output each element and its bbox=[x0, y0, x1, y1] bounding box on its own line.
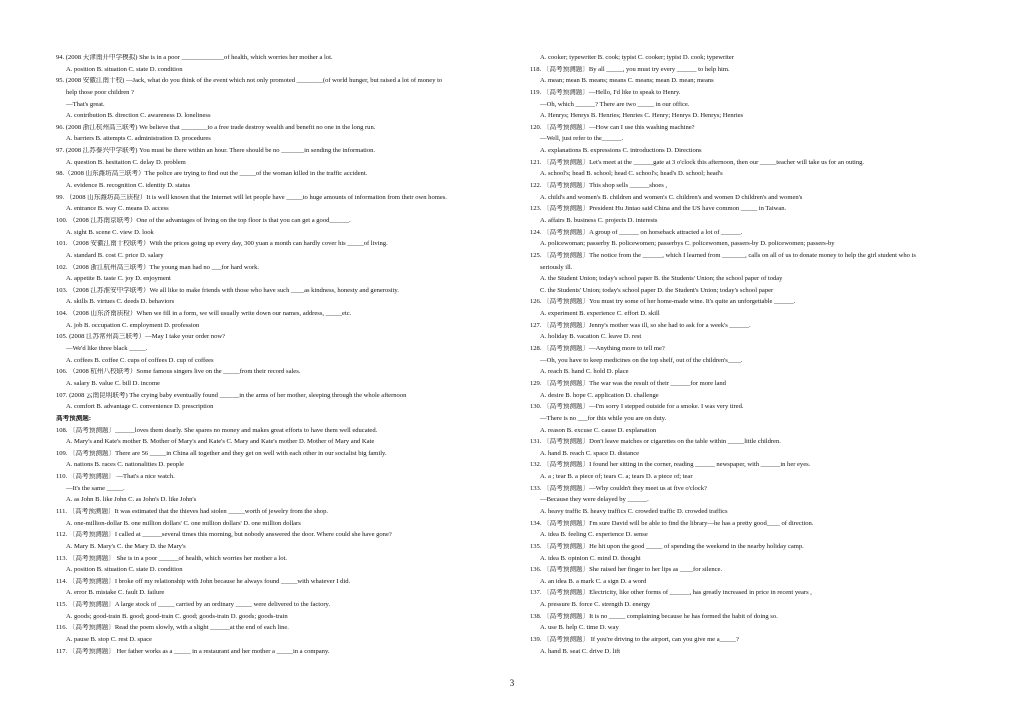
page-number: 3 bbox=[509, 678, 515, 688]
answer-options: A. explanations B. expressions C. introductions D. Directions bbox=[540, 147, 702, 155]
question-line: 99. （2008 山东潍坊高三质检）It is well known that the Internet will let people have _____to huge amounts of information from their own homes. bbox=[56, 193, 447, 201]
answer-options: A. error B. mistake C. fault D. failure bbox=[66, 589, 165, 597]
answer-options: A. Mary's and Kate's mother B. Mother of Mary's and Kate's C. Mary and Kate's mother D. Mother of Mary and Kate bbox=[66, 438, 375, 446]
question-line: 108. 〔高考预测题〕______loves them dearly. She spares no money and makes great efforts to have them well educated. bbox=[56, 426, 378, 434]
answer-options: A. barriers B. attempts C. administration D. procedures bbox=[66, 135, 211, 143]
question-line: 134. 〔高考预测题〕I'm sure David will be able to find the library—he has a pretty good____ of direction. bbox=[530, 519, 814, 527]
right-column bbox=[530, 54, 990, 655]
answer-options: A. contribution B. direction C. awareness D. loneliness bbox=[66, 112, 211, 120]
answer-options: A. Henrys; Henrys B. Henries; Henries C. Henry; Henrys D. Henrys; Henries bbox=[540, 112, 744, 120]
question-line: 120. 〔高考预测题〕—How can I use this washing machine? bbox=[530, 123, 695, 131]
question-line: 119. 〔高考预测题〕—Hello, I'd like to speak to Henry. bbox=[530, 88, 681, 96]
answer-options: A. one-million-dollar B. one million dollars' C. one million dollars' D. one million dollars bbox=[66, 519, 301, 527]
question-line: 124. 〔高考预测题〕A group of ______ on horseback attracted a lot of ______. bbox=[530, 228, 743, 236]
answer-options: A. reason B. excuse C. cause D. explanation bbox=[540, 426, 657, 434]
answer-options: A. goods; good-train B. good; good-train C. good; goods-train D. goods; goods-train bbox=[66, 612, 288, 620]
question-line: 116. 〔高考预测题〕Read the poem slowly, with a slight ______at the end of each line. bbox=[56, 624, 289, 632]
answer-options: A. use B. help C. time D. way bbox=[540, 624, 619, 632]
question-line: 103. （2008 江苏淮安中学联考）We all like to make friends with those who have such ____as kindness, honesty and generosity. bbox=[56, 286, 399, 294]
question-line: 112. 〔高考预测题〕I called at ______several times this morning, but nobody answered the door. Where could she have gone? bbox=[56, 531, 392, 539]
question-line: —That's great. bbox=[66, 100, 105, 108]
answer-options: A. idea B. opinion C. mind D. thought bbox=[540, 554, 641, 562]
question-line: 111. 〔高考预测题〕It was estimated that the thieves had stolen _____worth of jewelry from the shop. bbox=[56, 507, 328, 515]
question-line: 131. 〔高考预测题〕Don't leave matches or cigarettes on the table within _____little children. bbox=[530, 438, 781, 446]
question-line: 94. (2008 天津南开中学模拟) She is in a poor _____________of health, which worries her mother a lot. bbox=[56, 54, 333, 61]
answer-options: A. holiday B. vacation C. leave D. rest bbox=[540, 333, 642, 341]
answer-options: A. position B. situation C. state D. condition bbox=[66, 566, 183, 574]
answer-options: A. reach B. hand C. hold D. place bbox=[540, 368, 629, 376]
question-line: 95. (2008 安徽江南十校) —Jack, what do you think of the event which not only promoted ________(of world hunger, but raised a lot of money to bbox=[56, 77, 443, 85]
question-line: 133. 〔高考预测题〕—Why couldn't they meet us at five o'clock? bbox=[530, 484, 707, 492]
question-line: 100. （2008 江苏南京联考）One of the advantages of living on the top floor is that you can get a good______. bbox=[56, 216, 351, 224]
question-line: —Because they were delayed by ______. bbox=[540, 496, 649, 504]
answer-options: A. child's and women's B. children and women's C. children's and women D children's and women's bbox=[540, 193, 803, 201]
question-line: 97. (2008 江苏泰兴中学联考) You must be there within an hour. There should be no _______in sending the information. bbox=[56, 147, 376, 155]
question-line: C. the Students' Union; today's school paper D. the Student's Union; today's school paper bbox=[540, 286, 774, 294]
answer-options: A. position B. situation C. state D. condition bbox=[66, 65, 183, 73]
question-line: help those poor children ? bbox=[66, 88, 134, 96]
answer-options: A. hand B. seat C. drive D. lift bbox=[540, 647, 621, 655]
question-line: —We'd like three black _____. bbox=[66, 345, 148, 353]
answer-options: A. standard B. cost C. price D. salary bbox=[66, 251, 164, 259]
question-line: 135. 〔高考预测题〕He hit upon the good _____ of spending the weekend in the nearby holiday camp. bbox=[530, 542, 804, 550]
question-line: 98.（2008 山东潍坊高三联考）The police are trying to find out the _____of the woman killed in the traffic accident. bbox=[56, 170, 368, 178]
answer-options: A. evidence B. recognition C. identity D. status bbox=[66, 182, 191, 190]
question-line: 113. 〔高考预测题〕 She is in a poor ______of health, which worries her mother a lot. bbox=[56, 554, 287, 562]
question-line: 107. (2008 云南昆明联考) The crying baby eventually found ______in the arms of her mother, sleeping through the whole afternoon bbox=[56, 391, 407, 399]
question-line: 96. (2008 浙江杭州高三联考) We believe that ________to a free trade destroy wealth and benefit no one in the long run. bbox=[56, 123, 376, 131]
answer-options: A. school's; head B. school; head C. school's; head's D. school; head's bbox=[540, 170, 723, 178]
answer-options: A. salary B. value C. bill D. income bbox=[66, 379, 160, 387]
question-line: 105. (2008 江苏常州高三联考）—May I take your order now? bbox=[56, 333, 226, 341]
question-line: 122. 〔高考预测题〕This shop sells ______shoes , bbox=[530, 182, 668, 190]
answer-options: A. pause B. stop C. rest D. space bbox=[66, 636, 152, 644]
question-line: 138. 〔高考预测题〕It is no _____ complaining because he has formed the habit of doing so. bbox=[530, 612, 778, 620]
left-column bbox=[56, 54, 504, 655]
answer-options: A. a ; tear B. a piece of; tears C. a; tears D. a piece of; tear bbox=[540, 473, 693, 481]
question-line: 115. 〔高考预测题〕A large stock of _____ carried by an ordinary _____ were delivered to the factory. bbox=[56, 601, 331, 609]
question-line: seriously ill. bbox=[540, 263, 573, 271]
answer-options: A. sight B. scene C. view D. look bbox=[66, 228, 154, 236]
question-line: 121. 〔高考预测题〕Let's meet at the ______gate at 3 o'clock this afternoon, then our _____teacher will take us for an outing. bbox=[530, 158, 864, 166]
question-line: 106. （2008 杭州八校联考）Some famous singers live on the _____from their record sales. bbox=[56, 368, 301, 376]
question-line: —There is no ___for this while you are on duty. bbox=[540, 414, 667, 422]
answer-options: A. coffees B. coffee C. cups of coffees D. cup of coffees bbox=[66, 356, 214, 364]
answer-options: A. cooker; typewriter B. cook; typist C. cooker; typist D. cook; typewriter bbox=[540, 54, 734, 61]
answer-options: A. pressure B. force C. strength D. energy bbox=[540, 601, 651, 609]
question-line: 109. 〔高考预测题〕There are 56 _____in China all together and they get on well with each other in our socialist big family. bbox=[56, 449, 387, 457]
question-line: —Oh, which ______? There are two _____ in our office. bbox=[540, 100, 690, 108]
answer-options: A. policewoman; passerby B. policewomen; passerbys C. policewomen, passers-by D. policewomen; passers-by bbox=[540, 240, 835, 248]
question-line: 114. 〔高考预测题〕I broke off my relationship with John because he always found _____with whatever I did. bbox=[56, 577, 351, 585]
answer-options: A. experiment B. experience C. effort D. skill bbox=[540, 310, 660, 318]
question-line: 139. 〔高考预测题〕 If you're driving to the airport, can you give me a_____? bbox=[530, 636, 739, 644]
question-line: 118. 〔高考预测题〕By all _____, you must try every ______ to help him. bbox=[530, 65, 730, 73]
answer-options: A. Mary B. Mary's C. the Mary D. the Mary's bbox=[66, 542, 186, 550]
question-line: —Well, just refer to the______. bbox=[540, 135, 624, 143]
answer-options: A. hand B. reach C. space D. distance bbox=[540, 449, 640, 457]
answer-options: A. appetite B. taste C. joy D. enjoyment bbox=[66, 275, 171, 283]
answer-options: A. skills B. virtues C. deeds D. behaviors bbox=[66, 298, 175, 306]
answer-options: A. comfort B. advantage C. convenience D. prescription bbox=[66, 403, 214, 411]
section-heading: 高考预测题: bbox=[56, 414, 92, 422]
answer-options: A. job B. occupation C. employment D. profession bbox=[66, 321, 200, 329]
answer-options: A. an idea B. a mark C. a sign D. a word bbox=[540, 577, 647, 585]
answer-options: A. desire B. hope C. application D. challenge bbox=[540, 391, 659, 399]
question-line: 101. （2008 安徽江南十校联考）With the prices going up every day, 300 yuan a month can hardly cover his _____of living. bbox=[56, 240, 388, 248]
question-line: 126. 〔高考预测题〕You must try some of her home-made wine. It's quite an unforgettable ______. bbox=[530, 298, 796, 306]
question-line: 123. 〔高考预测题〕President Hu Jintao said China and the US have common _____ in Taiwan. bbox=[530, 205, 787, 213]
answer-options: A. idea B. feeling C. experience D. sense bbox=[540, 531, 648, 539]
answer-options: A. mean; mean B. means; means C. means; mean D. mean; means bbox=[540, 77, 714, 85]
question-line: 130. 〔高考预测题〕—I'm sorry I stepped outside for a smoke. I was very tired. bbox=[530, 403, 744, 411]
question-line: 110. 〔高考预测题〕 —That's a nice watch. bbox=[56, 473, 175, 481]
question-line: 125. 〔高考预测题〕The notice from the ______, which I learned from _______, calls on all of us to donate money to help the girl student who is bbox=[530, 251, 916, 259]
answer-options: A. heavy traffic B. heavy traffics C. crowded traffic D. crowded traffics bbox=[540, 507, 728, 515]
question-line: 128. 〔高考预测题〕—Anything more to tell me? bbox=[530, 345, 665, 353]
question-line: 137. 〔高考预测题〕Electricity, like other forms of ______, has greatly increased in price in recent years , bbox=[530, 589, 812, 597]
question-line: 132. 〔高考预测题〕I found her sitting in the corner, reading ______ newspaper, with ______in her eyes. bbox=[530, 461, 811, 469]
question-line: 102. （2008 浙江杭州高三联考）The young man had no ___for hard work. bbox=[56, 263, 260, 271]
question-line: 129. 〔高考预测题〕The war was the result of their ______for more land bbox=[530, 379, 726, 387]
question-line: 127. 〔高考预测题〕Jenny's mother was ill, so she had to ask for a week's ______. bbox=[530, 321, 751, 329]
answer-options: A. affairs B. business C. projects D. interests bbox=[540, 216, 658, 224]
answer-options: A. the Student Union; today's school paper B. the Students' Union; the school paper of today bbox=[540, 275, 783, 283]
question-line: 104. （2008 山东济南质检）When we fill in a form, we will usually write down our names, address, _____etc. bbox=[56, 310, 352, 318]
answer-options: A. as John B. like John C. as John's D. like John's bbox=[66, 496, 197, 504]
question-line: 136. 〔高考预测题〕She raised her finger to her lips as ____for silence. bbox=[530, 566, 723, 574]
question-line: —Oh, you have to keep medicines on the top shelf, out of the children's____. bbox=[540, 356, 743, 364]
answer-options: A. question B. hesitation C. delay D. problem bbox=[66, 158, 186, 166]
question-line: —It's the same _____. bbox=[66, 484, 125, 492]
question-line: 117. 〔高考预测题〕 Her father works as a _____ in a restaurant and her mother a _____in a company. bbox=[56, 647, 330, 655]
answer-options: A. entrance B. way C. means D. access bbox=[66, 205, 169, 213]
answer-options: A. nations B. races C. nationalities D. people bbox=[66, 461, 184, 469]
